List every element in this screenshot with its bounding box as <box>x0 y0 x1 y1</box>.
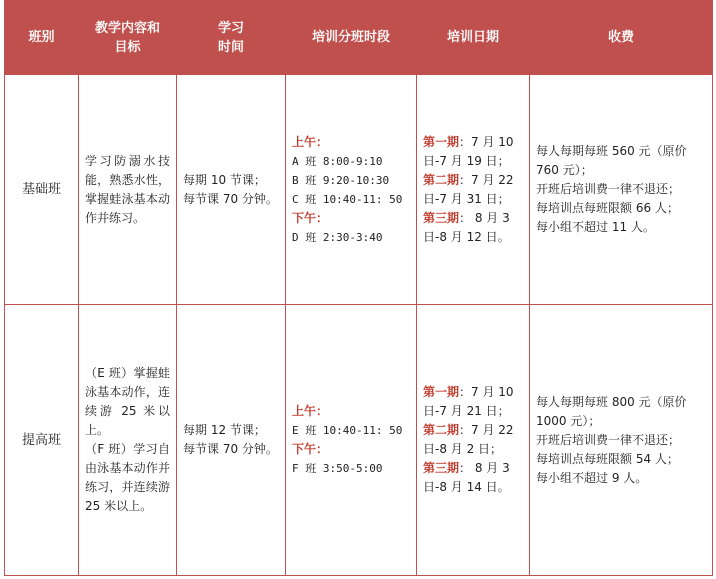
fee-advanced-group: 每小组不超过 9 人。 <box>536 470 648 485</box>
slot-e: E 班 10:40-11: 50 <box>292 424 403 437</box>
header-row <box>5 1 713 75</box>
duration-advanced-line1: 每期 12 节课； <box>183 423 266 437</box>
content-advanced-e: （E 班）掌握蛙泳基本动作，连续游 25 米以上。 <box>85 366 170 437</box>
duration-advanced <box>177 305 286 576</box>
pm-label-basic: 下午： <box>292 210 329 225</box>
dates-advanced <box>417 305 530 576</box>
period1-label-basic: 第一期 <box>423 134 460 149</box>
duration-basic-line1: 每期 10 节课； <box>183 172 266 187</box>
schedule-table <box>4 0 713 576</box>
period2-text-basic: ：7 月 22 日-7 月 31 日； <box>423 172 514 206</box>
fee-basic-quota: 每培训点每班限额 66 人； <box>536 201 679 215</box>
slot-f: F 班 3:50-5:00 <box>292 462 383 475</box>
slot-b: B 班 9:20-10:30 <box>292 173 390 187</box>
slot-c: C 班 10:40-11: 50 <box>292 192 403 206</box>
period2-label-basic: 第二期 <box>423 172 460 187</box>
duration-basic <box>177 75 286 305</box>
fee-basic-group: 每小组不超过 11 人。 <box>536 220 655 234</box>
period2-label-advanced: 第二期 <box>423 423 460 437</box>
duration-advanced-line2: 每节课 70 分钟。 <box>183 442 278 456</box>
class-name-basic: 基础班 <box>5 75 79 305</box>
period1-label-advanced: 第一期 <box>423 385 460 399</box>
header-dates: 培训日期 <box>417 1 530 75</box>
header-duration-line2: 时间 <box>217 39 244 55</box>
slots-advanced <box>286 305 417 576</box>
fee-basic <box>530 75 713 305</box>
duration-basic-line2: 每节课 70 分钟。 <box>183 191 278 206</box>
period3-text-basic: ： 8 月 3 日-8 月 12 日。 <box>423 210 510 244</box>
header-content <box>79 1 177 75</box>
table-row-advanced <box>5 305 713 576</box>
period1-text-basic: ：7 月 10 日-7 月 19 日； <box>423 134 514 168</box>
am-label-advanced: 上午： <box>292 404 329 418</box>
header-fee: 收费 <box>530 1 713 75</box>
fee-basic-refund: 开班后培训费一律不退还； <box>536 182 681 196</box>
period1-text-advanced: ：7 月 10 日-7 月 21 日； <box>423 385 514 418</box>
pm-label-advanced: 下午： <box>292 442 329 456</box>
period3-text-advanced: ： 8 月 3 日-8 月 14 日。 <box>423 461 510 494</box>
slots-basic <box>286 75 417 305</box>
fee-basic-price: 每人每期每班 560 元（原价 760 元）； <box>536 144 687 177</box>
header-content-line1: 教学内容和 <box>94 20 160 36</box>
table-row-basic <box>5 75 713 305</box>
period3-label-advanced: 第三期 <box>423 461 460 475</box>
slot-a: A 班 8:00-9:10 <box>292 154 383 168</box>
header-content-line2: 目标 <box>114 39 141 55</box>
content-advanced-f: （F 班）学习自由泳基本动作并练习，并连续游 25 米以上。 <box>85 442 170 513</box>
header-duration-line1: 学习 <box>217 20 244 36</box>
header-slots: 培训分班时段 <box>286 1 417 75</box>
content-basic: 学习防溺水技能，熟悉水性，掌握蛙泳基本动作并练习。 <box>79 75 177 305</box>
header-class: 班别 <box>5 1 79 75</box>
fee-advanced-refund: 开班后培训费一律不退还； <box>536 432 681 447</box>
fee-advanced-price: 每人每期每班 800 元（原价 1000 元）； <box>536 394 687 428</box>
fee-advanced-quota: 每培训点每班限额 54 人； <box>536 451 679 466</box>
content-advanced <box>79 305 177 576</box>
am-label-basic: 上午： <box>292 134 329 149</box>
header-duration <box>177 1 286 75</box>
period2-text-advanced: ：7 月 22 日-8 月 2 日； <box>423 423 514 456</box>
schedule-table-container <box>4 0 712 576</box>
class-name-advanced: 提高班 <box>5 305 79 576</box>
period3-label-basic: 第三期 <box>423 210 460 225</box>
dates-basic <box>417 75 530 305</box>
fee-advanced <box>530 305 713 576</box>
slot-d: D 班 2:30-3:40 <box>292 230 383 244</box>
